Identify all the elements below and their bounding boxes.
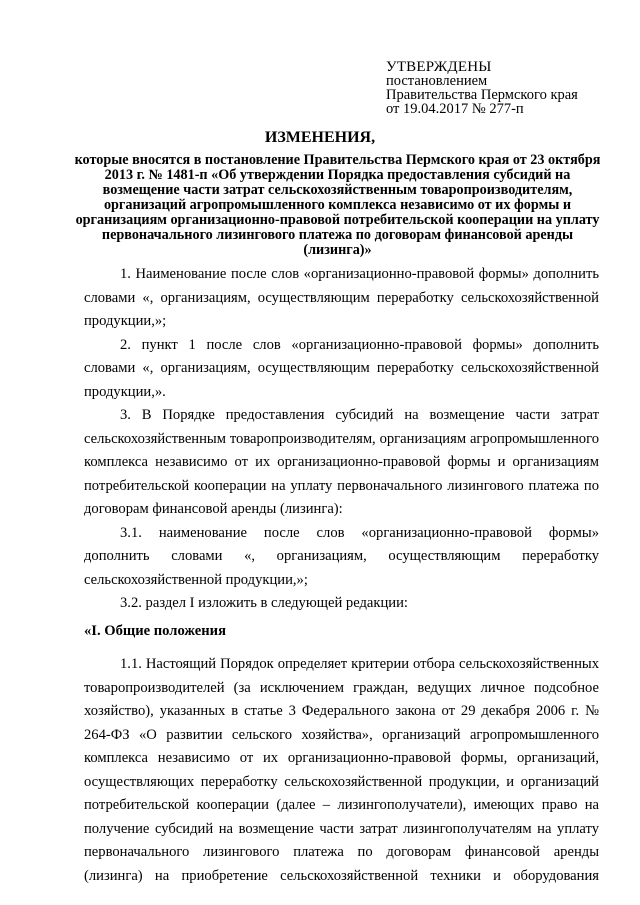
approval-stamp <box>386 60 578 116</box>
document-title: ИЗМЕНЕНИЯ, <box>264 129 376 146</box>
paragraph: 3. В Порядке предоставления субсидий на возмещение части затрат сельскохозяйственным товаропроизводителям, организациям агропромышленного комплекса независимо от их организационно-правовой формы и организациям потребительской кооперации на уплату первоначального лизингового платежа по договорам финансовой аренды (лизинга): <box>84 407 599 517</box>
approval-line: от 19.04.2017 № 277-п <box>386 101 524 117</box>
paragraph: 1. Наименование после слов «организационно-правовой формы» дополнить словами «, организациям, осуществляющим переработку сельскохозяйственной продукции,»; <box>84 266 599 329</box>
paragraph: 2. пункт 1 после слов «организационно-правовой формы» дополнить словами «, организациям, осуществляющим переработку сельскохозяйственной продукции,». <box>84 336 599 400</box>
paragraph: 3.1. наименование после слов «организационно-правовой формы» дополнить словами «, организациям, осуществляющим переработку сельскохозяйственной продукции,»; <box>84 524 599 588</box>
approval-line: Правительства Пермского края <box>386 87 578 103</box>
approval-line: постановлением <box>386 73 488 89</box>
document-subtitle: которые вносятся в постановление Правительства Пермского края от 23 октября 2013 г. № 1481-п «Об утверждении Порядка предоставления субсидий на возмещение части затрат сельскохозяйственным товаропроизводителям, организаций агропромышленного комплекса независимо от их формы и организациям организационно-правовой потребительской кооперации на уплату первоначального лизингового платежа по договорам финансовой аренды (лизинга)» <box>74 152 601 258</box>
section-heading: «I. Общие положения <box>84 622 226 639</box>
paragraph: 1.1. Настоящий Порядок определяет критерии отбора сельскохозяйственных товаропроизводителей (за исключением граждан, ведущих личное подсобное хозяйство), указанных в статье 3 Федерального закона от 29 декабря 2006 г. № 264-ФЗ «О развитии сельского хозяйства», организаций агропромышленного комплекса независимо от их организационно-правовой формы, организаций, осуществляющих переработку сельскохозяйственной продукции, и организаций потребительской кооперации (далее – лизингополучатели), имеющих право на получение субсидий на возмещение части затрат лизингополучателям на уплату первоначального лизингового платежа по договорам финансовой аренды (лизинга) на приобретение сельскохозяйственной техники и оборудования <box>84 656 599 884</box>
document-body <box>84 263 599 888</box>
approval-heading: УТВЕРЖДЕНЫ <box>386 59 492 75</box>
paragraph: 3.2. раздел I изложить в следующей редакции: <box>120 595 408 611</box>
